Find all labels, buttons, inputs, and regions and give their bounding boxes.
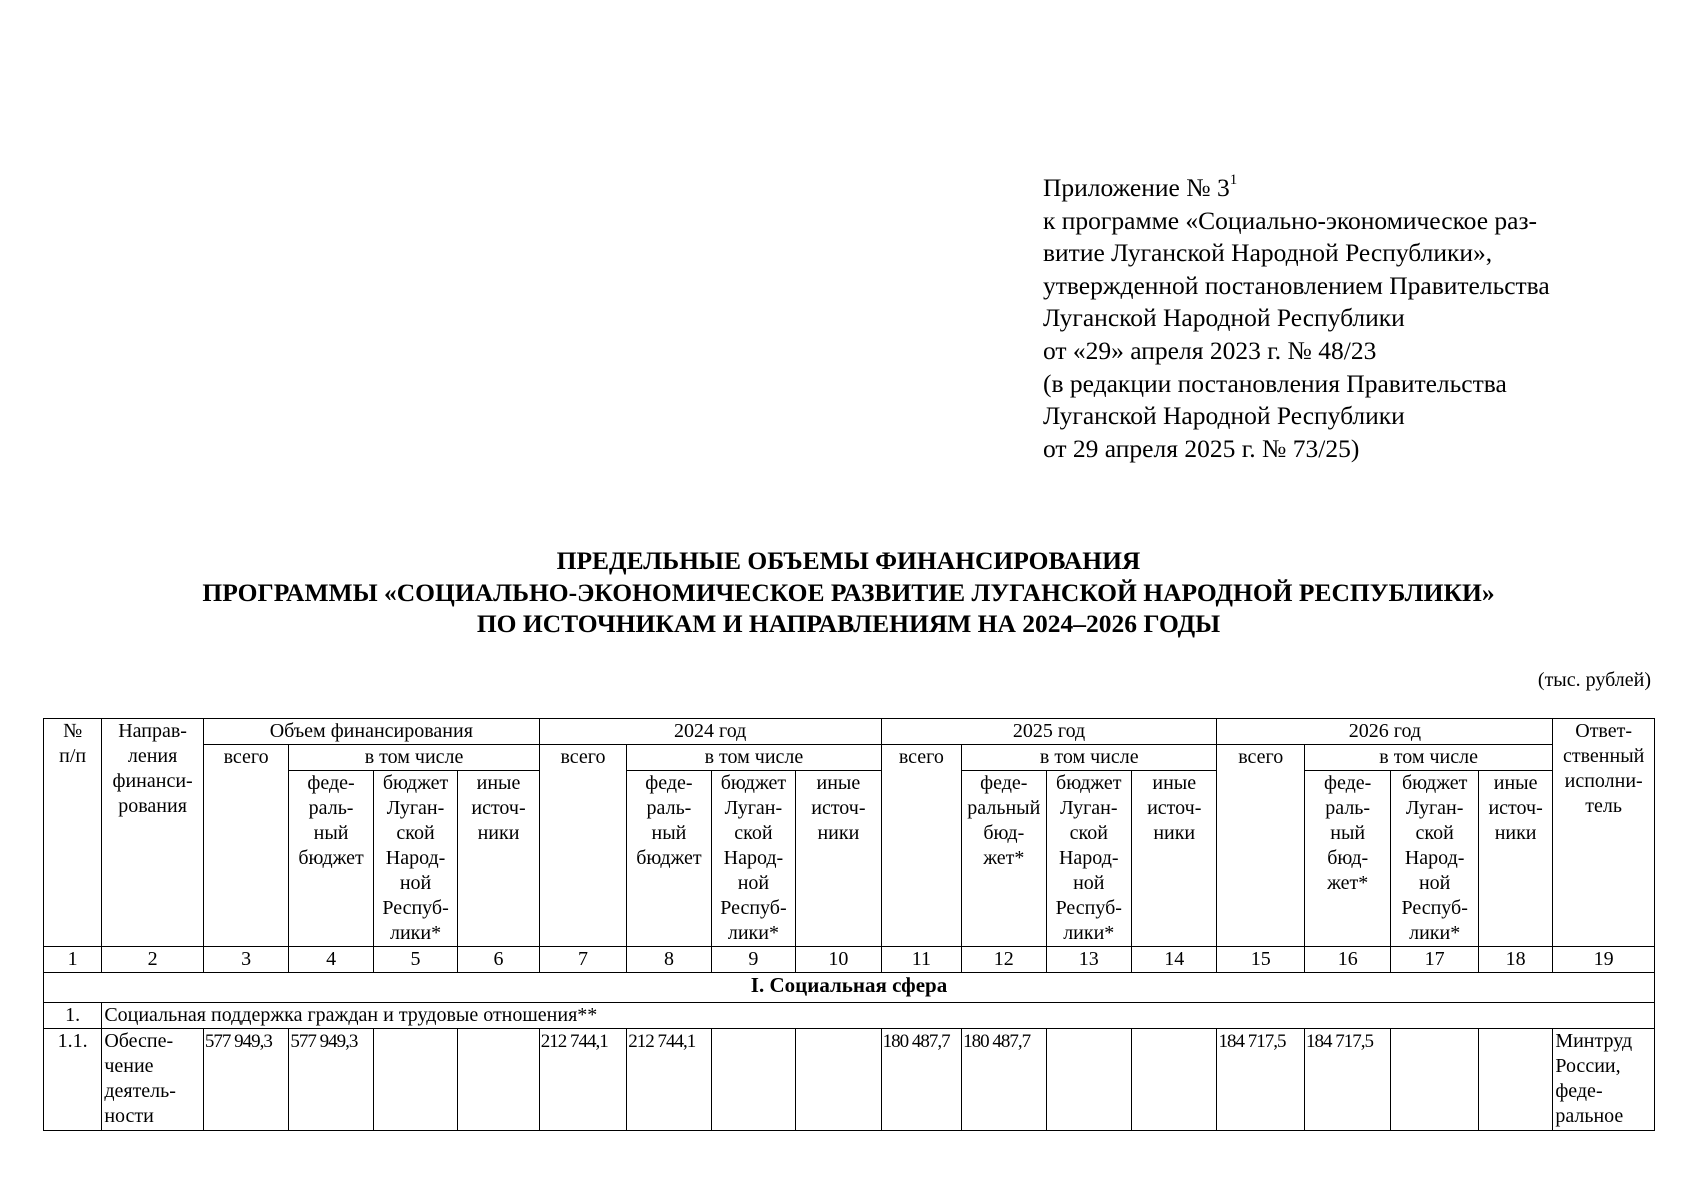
header-other-sources: иные источ- ники <box>1132 771 1217 947</box>
header-total: всего <box>539 745 626 947</box>
row-direction: Обеспе- чение деятель- ности <box>102 1029 204 1131</box>
header-responsible: Ответ- ственный исполни- тель <box>1553 719 1655 947</box>
column-number: 15 <box>1217 947 1304 973</box>
row-number: 1. <box>44 1003 102 1029</box>
column-number: 17 <box>1391 947 1478 973</box>
header-direction: Направ- ления финанси- рования <box>102 719 204 947</box>
cell-empty <box>1046 1029 1131 1131</box>
column-number: 3 <box>203 947 288 973</box>
document-title-line: ПРОГРАММЫ «СОЦИАЛЬНО-ЭКОНОМИЧЕСКОЕ РАЗВИТИЕ ЛУГАНСКОЙ НАРОДНОЙ РЕСПУБЛИКИ» <box>202 577 1495 607</box>
header-other-sources: иные источ- ники <box>1478 771 1552 947</box>
cell-empty <box>1132 1029 1217 1131</box>
header-including: в том числе <box>289 745 539 771</box>
document-title <box>0 545 1697 640</box>
column-number: 11 <box>881 947 961 973</box>
cell-total: 577 949,3 <box>203 1029 288 1131</box>
financing-table <box>43 718 1655 1131</box>
header-lnr-budget: бюджет Луган- ской Народ- ной Респуб- лики* <box>1046 771 1131 947</box>
column-number: 10 <box>796 947 881 973</box>
column-number: 7 <box>539 947 626 973</box>
cell-empty <box>458 1029 539 1131</box>
cell-empty <box>1391 1029 1478 1131</box>
appendix-line: (в редакции постановления Правительства <box>1043 368 1507 398</box>
units-note: (тыс. рублей) <box>1537 669 1651 691</box>
column-number: 1 <box>44 947 102 973</box>
cell-2024-total: 212 744,1 <box>539 1029 626 1131</box>
column-number: 12 <box>962 947 1046 973</box>
column-number: 9 <box>711 947 795 973</box>
row-number: 1.1. <box>44 1029 102 1131</box>
column-number: 14 <box>1132 947 1217 973</box>
appendix-line: витие Луганской Народной Республики», <box>1043 238 1493 268</box>
cell-empty <box>796 1029 881 1131</box>
header-other-sources: иные источ- ники <box>458 771 539 947</box>
appendix-line: от 29 апреля 2025 г. № 73/25) <box>1043 433 1360 463</box>
cell-empty <box>1478 1029 1552 1131</box>
appendix-line: от «29» апреля 2023 г. № 48/23 <box>1043 335 1377 365</box>
column-number: 8 <box>627 947 711 973</box>
header-lnr-budget: бюджет Луган- ской Народ- ной Респуб- лики* <box>373 771 457 947</box>
cell-2025-total: 180 487,7 <box>881 1029 961 1131</box>
header-number: № п/п <box>44 719 102 947</box>
row-title: Социальная поддержка граждан и трудовые отношения** <box>102 1003 1655 1029</box>
header-lnr-budget: бюджет Луган- ской Народ- ной Респуб- лики* <box>1391 771 1478 947</box>
header-other-sources: иные источ- ники <box>796 771 881 947</box>
document-title-line: ПО ИСТОЧНИКАМ И НАПРАВЛЕНИЯМ НА 2024–2026 ГОДЫ <box>476 609 1221 638</box>
document-title-line: ПРЕДЕЛЬНЫЕ ОБЪЕМЫ ФИНАНСИРОВАНИЯ <box>556 546 1141 575</box>
column-number: 6 <box>458 947 539 973</box>
cell-empty <box>373 1029 457 1131</box>
header-including: в том числе <box>627 745 881 771</box>
section-row <box>44 973 1655 1003</box>
cell-empty <box>711 1029 795 1131</box>
section-title: I. Социальная сфера <box>44 973 1655 1003</box>
header-total: всего <box>1217 745 1304 947</box>
header-volume: Объем финансирования <box>203 719 539 745</box>
column-number: 4 <box>289 947 373 973</box>
header-row <box>44 745 1655 771</box>
cell-2024-federal: 212 744,1 <box>627 1029 711 1131</box>
table-row <box>44 1029 1655 1131</box>
header-including: в том числе <box>1304 745 1552 771</box>
column-number: 2 <box>102 947 204 973</box>
appendix-line: утвержденной постановлением Правительства <box>1043 270 1550 300</box>
column-number: 18 <box>1478 947 1552 973</box>
header-federal-budget: феде- раль- ный бюджет <box>627 771 711 947</box>
cell-total-federal: 577 949,3 <box>289 1029 373 1131</box>
header-year-2026: 2026 год <box>1217 719 1553 745</box>
header-year-2024: 2024 год <box>539 719 881 745</box>
appendix-line: Луганской Народной Республики <box>1043 401 1405 431</box>
cell-responsible: Минтруд России, феде- ральное <box>1553 1029 1655 1131</box>
header-total: всего <box>203 745 288 947</box>
appendix-line: Луганской Народной Республики <box>1043 303 1405 333</box>
appendix-title-superscript: 1 <box>1229 172 1238 188</box>
header-federal-budget: феде- ральный бюд- жет* <box>962 771 1046 947</box>
appendix-block <box>1043 172 1643 465</box>
appendix-line: к программе «Социально-экономическое раз- <box>1043 205 1538 235</box>
header-lnr-budget: бюджет Луган- ской Народ- ной Респуб- лики* <box>711 771 795 947</box>
header-including: в том числе <box>962 745 1217 771</box>
header-federal-budget: феде- раль- ный бюджет <box>289 771 373 947</box>
column-number: 16 <box>1304 947 1390 973</box>
header-total: всего <box>881 745 961 947</box>
cell-2026-total: 184 717,5 <box>1217 1029 1304 1131</box>
column-number-row <box>44 947 1655 973</box>
appendix-title: Приложение № $3^1$ <box>1043 172 1238 202</box>
cell-2025-federal: 180 487,7 <box>962 1029 1046 1131</box>
column-number: 19 <box>1553 947 1655 973</box>
header-federal-budget: феде- раль- ный бюд- жет* <box>1304 771 1390 947</box>
header-row <box>44 719 1655 745</box>
table-row <box>44 1003 1655 1029</box>
header-year-2025: 2025 год <box>881 719 1217 745</box>
column-number: 13 <box>1046 947 1131 973</box>
cell-2026-federal: 184 717,5 <box>1304 1029 1390 1131</box>
column-number: 5 <box>373 947 457 973</box>
